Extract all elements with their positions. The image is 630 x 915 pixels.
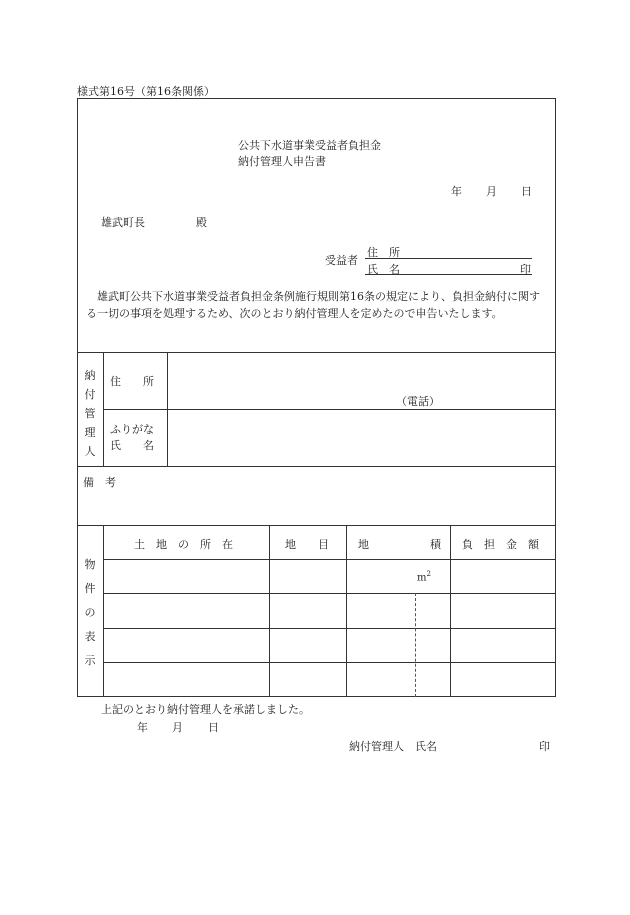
addressee-honorific: 殿: [196, 216, 207, 229]
beneficiary-name-label: 氏 名: [367, 263, 400, 276]
col-area-header-right: 積: [430, 538, 441, 551]
col-charge-header: 負 担 金 額: [462, 538, 539, 551]
footer-date-day: 日: [208, 721, 219, 734]
form-number: 様式第16号（第16条関係）: [77, 85, 215, 98]
date-year: 年: [451, 185, 462, 198]
col-land-category-header: 地 目: [285, 538, 329, 551]
footer-date-year: 年: [137, 721, 148, 734]
footer-manager-label: 納付管理人 氏名: [349, 740, 437, 753]
footer-date-month: 月: [172, 721, 183, 734]
manager-furigana-label: ふりがな: [110, 423, 154, 436]
beneficiary-name-line: [365, 274, 532, 275]
manager-name-label: 氏 名: [110, 439, 154, 452]
beneficiary-address-line: [365, 258, 532, 259]
beneficiary-label: 受益者: [325, 254, 358, 267]
area-decimal-divider: [415, 593, 416, 697]
date-month: 月: [486, 185, 497, 198]
form-title-line2: 納付管理人申告書: [238, 155, 326, 168]
manager-address-label: 住 所: [110, 375, 154, 388]
col-location-header: 土 地 の 所 在: [134, 538, 233, 551]
col-area-header-left: 地: [358, 538, 369, 551]
acceptance-text: 上記のとおり納付管理人を承諾しました。: [101, 703, 310, 716]
footer-seal: 印: [539, 740, 550, 753]
addressee-name: 雄武町長: [101, 216, 145, 229]
form-title-line1: 公共下水道事業受益者負担金: [238, 139, 381, 152]
date-day: 日: [521, 185, 532, 198]
manager-section-label: 納 付 管 理 人: [84, 369, 96, 458]
manager-phone-label: （電話）: [396, 395, 440, 408]
beneficiary-address-label: 住 所: [367, 246, 400, 259]
form-frame: [77, 98, 556, 697]
beneficiary-seal: 印: [520, 263, 531, 276]
property-section-label: 物 件 の 表 示: [84, 558, 96, 667]
area-unit: $m^2$: [417, 570, 431, 584]
remarks-label: 備 考: [83, 476, 116, 489]
body-paragraph: 雄武町公共下水道事業受益者負担金条例施行規則第16条の規定により、負担金納付に関する一切の事項を処理するため、次のとおり納付管理人を定めたので申告いたします。: [86, 290, 540, 320]
